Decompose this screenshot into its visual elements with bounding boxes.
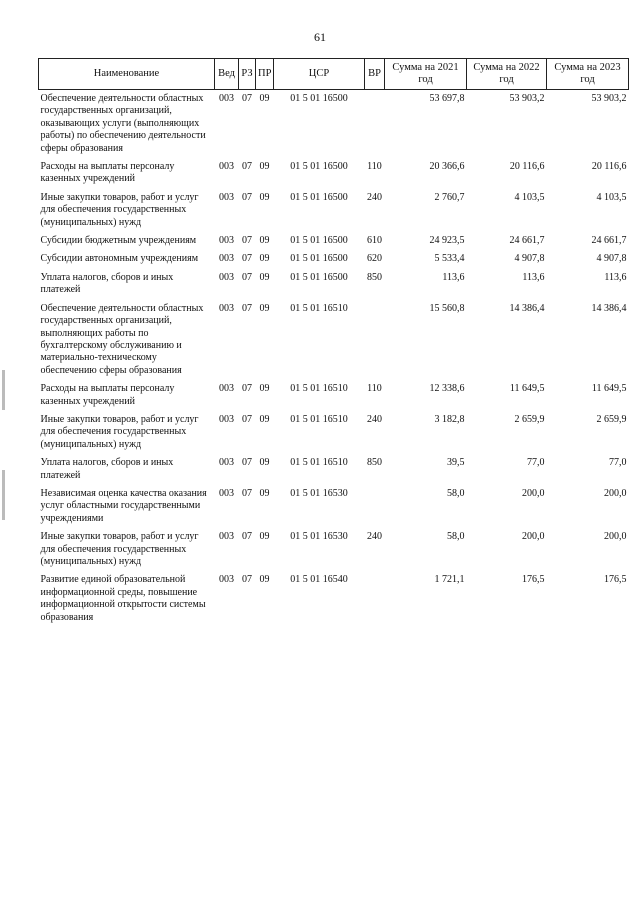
row-sum-2022: 24 661,7 <box>509 235 545 247</box>
row-ved: 003 <box>219 191 234 203</box>
row-rz: 07 <box>242 531 252 543</box>
row-csr: 01 5 01 16500 <box>290 235 348 247</box>
row-sum-2022: 2 659,9 <box>514 413 545 425</box>
row-rz: 07 <box>242 383 252 395</box>
row-vr: 240 <box>367 413 382 425</box>
row-name: Субсидии бюджетным учреждениям <box>40 235 197 247</box>
row-vr: 110 <box>367 161 382 173</box>
row-sum-2022: 113,6 <box>522 271 545 283</box>
row-sum-2021: 20 366,6 <box>429 161 465 173</box>
row-pr: 09 <box>259 302 270 314</box>
table-row <box>39 90 629 162</box>
row-sum-2021: 15 560,8 <box>429 302 465 314</box>
row-vr: 620 <box>367 253 382 265</box>
row-vr: 240 <box>367 531 382 543</box>
row-sum-2022: 176,5 <box>522 574 545 586</box>
table-row <box>39 161 629 192</box>
row-csr: 01 5 01 16500 <box>290 191 348 203</box>
row-ved: 003 <box>219 235 234 247</box>
row-vr <box>365 574 385 630</box>
row-sum-2023: 11 649,5 <box>591 383 627 395</box>
row-name: Иные закупки товаров, работ и услуг для обеспечения государственных (муниципальных) нужд <box>40 413 199 450</box>
header-sum-2023: Сумма на 2023 год <box>547 59 629 90</box>
table-row <box>39 457 629 488</box>
row-ved: 003 <box>219 457 234 469</box>
scan-margin-mark <box>2 470 5 520</box>
row-pr: 09 <box>259 413 270 425</box>
table-row <box>39 235 629 253</box>
row-pr: 09 <box>259 531 270 543</box>
table-row <box>39 383 629 414</box>
row-sum-2023: 77,0 <box>609 457 627 469</box>
row-name: Обеспечение деятельности областных государственных организаций, выполняющих работы по бухгалтерскому обслуживанию и материально-техническому обеспечению сферы образования <box>40 302 204 376</box>
row-rz: 07 <box>242 253 252 265</box>
row-sum-2021: 113,6 <box>442 271 465 283</box>
row-rz: 07 <box>242 457 252 469</box>
row-ved: 003 <box>219 383 234 395</box>
row-name: Независимая оценка качества оказания услуг областными государственными учреждениями <box>40 487 207 524</box>
row-pr: 09 <box>259 574 270 586</box>
table-row <box>39 253 629 271</box>
row-sum-2021: 58,0 <box>447 487 465 499</box>
row-sum-2022: 200,0 <box>522 531 545 543</box>
row-ved: 003 <box>219 487 234 499</box>
header-ved: Вед <box>215 59 239 90</box>
row-csr: 01 5 01 16510 <box>290 302 348 314</box>
budget-table <box>38 58 629 630</box>
row-ved: 003 <box>219 574 234 586</box>
row-sum-2023: 200,0 <box>604 531 627 543</box>
row-vr: 110 <box>367 383 382 395</box>
header-sum-2021: Сумма на 2021 год <box>385 59 467 90</box>
row-pr: 09 <box>259 93 270 104</box>
row-rz: 07 <box>242 487 252 499</box>
row-sum-2023: 24 661,7 <box>591 235 627 247</box>
row-csr: 01 5 01 16500 <box>290 253 348 265</box>
row-sum-2023: 176,5 <box>604 574 627 586</box>
row-name: Уплата налогов, сборов и иных платежей <box>40 271 174 296</box>
row-name: Иные закупки товаров, работ и услуг для обеспечения государственных (муниципальных) нужд <box>40 191 199 228</box>
row-name: Уплата налогов, сборов и иных платежей <box>40 457 174 481</box>
row-name: Расходы на выплаты персоналу казенных учреждений <box>40 383 175 407</box>
row-sum-2021: 24 923,5 <box>429 235 465 247</box>
row-sum-2021: 53 697,8 <box>429 93 465 104</box>
row-pr: 09 <box>259 271 270 283</box>
row-ved: 003 <box>219 253 234 265</box>
row-sum-2022: 14 386,4 <box>509 302 545 314</box>
row-rz: 07 <box>242 574 252 586</box>
table-row <box>39 488 629 531</box>
row-pr: 09 <box>259 383 270 395</box>
row-csr: 01 5 01 16510 <box>290 383 348 395</box>
table-row <box>39 192 629 235</box>
row-vr: 610 <box>367 235 382 247</box>
row-sum-2022: 200,0 <box>522 487 545 499</box>
row-csr: 01 5 01 16500 <box>290 161 348 173</box>
row-sum-2021: 12 338,6 <box>429 383 465 395</box>
row-rz: 07 <box>242 235 252 247</box>
row-sum-2022: 20 116,6 <box>509 161 545 173</box>
row-ved: 003 <box>219 302 234 314</box>
row-sum-2023: 113,6 <box>604 271 627 283</box>
page-number: 61 <box>314 30 326 44</box>
row-sum-2022: 11 649,5 <box>509 383 545 395</box>
table-row <box>39 574 629 630</box>
row-sum-2022: 77,0 <box>527 457 545 469</box>
header-csr: ЦСР <box>274 59 365 90</box>
row-sum-2021: 39,5 <box>447 457 465 469</box>
row-vr: 850 <box>367 271 382 283</box>
row-ved: 003 <box>219 531 234 543</box>
row-pr: 09 <box>259 161 270 173</box>
row-rz: 07 <box>242 413 252 425</box>
row-rz: 07 <box>242 191 252 203</box>
row-csr: 01 5 01 16510 <box>290 457 348 469</box>
row-name: Обеспечение деятельности областных государственных организаций, оказывающих услуги (выполняющих работы) по обеспечению деятельности сферы образования <box>40 93 206 154</box>
row-csr: 01 5 01 16510 <box>290 413 348 425</box>
row-pr: 09 <box>259 191 270 203</box>
row-csr: 01 5 01 16530 <box>290 487 348 499</box>
row-ved: 003 <box>219 161 234 173</box>
row-sum-2021: 1 721,1 <box>434 574 465 586</box>
row-pr: 09 <box>259 457 270 469</box>
row-pr: 09 <box>259 487 270 499</box>
row-sum-2023: 14 386,4 <box>591 302 627 314</box>
row-pr: 09 <box>259 235 270 247</box>
row-csr: 01 5 01 16540 <box>290 574 348 586</box>
header-vr: ВР <box>365 59 385 90</box>
row-vr <box>365 90 385 162</box>
row-name: Развитие единой образовательной информационной среды, повышение информационной открытости системы образования <box>40 574 206 623</box>
row-sum-2023: 200,0 <box>604 487 627 499</box>
row-rz: 07 <box>242 93 252 104</box>
table-header-row <box>39 59 629 90</box>
row-sum-2023: 53 903,2 <box>591 93 627 104</box>
table-row <box>39 303 629 383</box>
table-body <box>39 90 629 631</box>
scan-margin-mark <box>2 370 5 410</box>
row-sum-2022: 4 907,8 <box>514 253 545 265</box>
row-vr: 240 <box>367 191 382 203</box>
row-vr <box>365 488 385 531</box>
row-sum-2023: 4 907,8 <box>596 253 627 265</box>
table-row <box>39 531 629 574</box>
row-vr: 850 <box>367 457 382 469</box>
row-csr: 01 5 01 16500 <box>290 271 348 283</box>
row-sum-2023: 4 103,5 <box>596 191 627 203</box>
header-sum-2022: Сумма на 2022 год <box>467 59 547 90</box>
row-sum-2023: 2 659,9 <box>596 413 627 425</box>
row-vr <box>365 303 385 383</box>
row-sum-2023: 20 116,6 <box>591 161 627 173</box>
row-name: Субсидии автономным учреждениям <box>40 253 199 265</box>
row-sum-2021: 2 760,7 <box>434 191 465 203</box>
header-pr: ПР <box>256 59 274 90</box>
header-rz: РЗ <box>239 59 256 90</box>
row-sum-2021: 3 182,8 <box>434 413 465 425</box>
row-csr: 01 5 01 16500 <box>290 93 348 104</box>
row-ved: 003 <box>219 271 234 283</box>
row-csr: 01 5 01 16530 <box>290 531 348 543</box>
table-row <box>39 414 629 457</box>
row-sum-2022: 53 903,2 <box>509 93 545 104</box>
row-rz: 07 <box>242 302 252 314</box>
row-rz: 07 <box>242 271 252 283</box>
header-name: Наименование <box>39 59 215 90</box>
row-ved: 003 <box>219 93 234 104</box>
row-name: Иные закупки товаров, работ и услуг для обеспечения государственных (муниципальных) нужд <box>40 531 199 567</box>
row-pr: 09 <box>259 253 270 265</box>
row-sum-2022: 4 103,5 <box>514 191 545 203</box>
row-rz: 07 <box>242 161 252 173</box>
row-sum-2021: 5 533,4 <box>434 253 465 265</box>
row-ved: 003 <box>219 413 234 425</box>
row-sum-2021: 58,0 <box>447 531 465 543</box>
table-row <box>39 272 629 303</box>
row-name: Расходы на выплаты персоналу казенных учреждений <box>40 161 175 185</box>
